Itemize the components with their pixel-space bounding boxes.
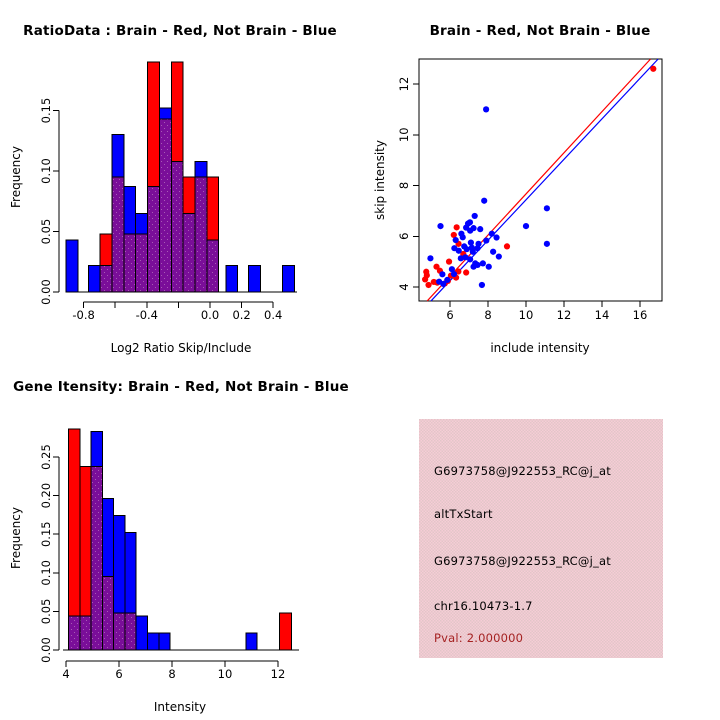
svg-text:0.0: 0.0	[200, 308, 220, 322]
blue-bar	[136, 213, 148, 234]
svg-text:0.05: 0.05	[39, 218, 53, 245]
svg-text:10: 10	[217, 667, 233, 681]
blue-point	[470, 264, 476, 270]
blue-point	[483, 106, 489, 112]
blue-bar	[249, 265, 261, 292]
red-point	[422, 276, 428, 282]
gene-hist-y-axis-label: Frequency	[9, 507, 23, 569]
svg-text:12: 12	[397, 76, 411, 92]
gene-info-panel	[419, 419, 663, 658]
blue-bar	[124, 187, 136, 234]
overlap-bar	[124, 234, 136, 292]
ratio-hist-y-axis-label: Frequency	[9, 146, 23, 208]
red-bar	[148, 62, 160, 187]
overlap-bar	[148, 187, 160, 292]
blue-bar	[114, 516, 125, 613]
blue-point	[474, 245, 480, 251]
red-point	[504, 243, 510, 249]
blue-point	[439, 271, 445, 277]
blue-point	[467, 256, 473, 262]
scatter-title: Brain - Red, Not Brain - Blue	[429, 23, 651, 39]
svg-text:12: 12	[270, 667, 286, 681]
svg-text:0.20: 0.20	[39, 482, 53, 509]
blue-bar	[159, 633, 170, 650]
svg-text:0.10: 0.10	[39, 158, 53, 184]
svg-text:8: 8	[397, 181, 411, 190]
blue-bar	[66, 240, 78, 292]
overlap-bar	[91, 466, 102, 650]
red-bar	[80, 466, 91, 616]
ratio-hist-title: RatioData : Brain - Red, Not Brain - Blue	[23, 23, 337, 39]
red-bar	[100, 234, 112, 265]
overlap-bar	[100, 265, 112, 292]
red-bar	[171, 62, 183, 161]
red-bar	[207, 177, 219, 240]
blue-point	[496, 253, 502, 259]
blue-bar	[125, 533, 136, 613]
blue-point	[427, 255, 433, 261]
svg-text:4: 4	[397, 283, 411, 291]
gene-hist-title: Gene Itensity: Brain - Red, Not Brain - Blue	[13, 379, 349, 395]
probe-id-text-2: G6973758@J922553_RC@j_at	[434, 554, 611, 568]
svg-text:0.4: 0.4	[264, 308, 283, 322]
blue-point	[479, 282, 485, 288]
blue-point	[480, 260, 486, 266]
blue-bar	[246, 633, 257, 650]
svg-text:-0.8: -0.8	[72, 308, 95, 322]
chromosome-location-text: chr16.10473-1.7	[434, 599, 533, 613]
ratio_hist-plot	[39, 62, 297, 322]
blue-point	[544, 241, 550, 247]
blue-point	[486, 264, 492, 270]
plot-box	[419, 59, 662, 301]
blue-point	[481, 198, 487, 204]
svg-text:0.05: 0.05	[39, 598, 53, 625]
overlap-bar	[207, 240, 219, 292]
red-point	[425, 282, 431, 288]
blue-bar	[136, 616, 147, 650]
blue-point	[544, 205, 550, 211]
svg-text:4: 4	[62, 667, 70, 681]
svg-text:6: 6	[397, 232, 411, 240]
svg-text:10: 10	[518, 308, 534, 322]
ratio-hist-x-axis-label: Log2 Ratio Skip/Include	[110, 341, 252, 355]
gene-hist-x-axis-label: Intensity	[153, 700, 207, 714]
overlap-bar	[136, 234, 148, 292]
blue-bar	[103, 499, 114, 577]
scatter-plot	[397, 59, 662, 322]
blue-point	[490, 249, 496, 255]
blue-bar	[148, 633, 159, 650]
splice-type-text: altTxStart	[434, 507, 493, 521]
overlap-bar	[171, 161, 183, 292]
svg-text:16: 16	[632, 308, 648, 322]
svg-text:8: 8	[484, 308, 492, 322]
red-bar	[279, 613, 291, 650]
overlap-bar	[112, 177, 124, 292]
blue-point	[467, 219, 473, 225]
svg-text:0.10: 0.10	[39, 559, 53, 586]
svg-text:6: 6	[115, 667, 123, 681]
blue-point	[493, 234, 499, 240]
svg-text:12: 12	[556, 308, 572, 322]
blue-point	[483, 237, 489, 243]
overlap-bar	[183, 213, 195, 292]
blue-bar	[91, 432, 102, 467]
red-bar	[183, 177, 195, 213]
svg-text:0.00: 0.00	[39, 637, 53, 663]
overlap-bar	[195, 177, 207, 292]
pval-text: Pval: 2.000000	[434, 631, 524, 645]
blue-fit-line	[431, 59, 658, 301]
red-bar	[69, 429, 80, 616]
blue-point	[460, 234, 466, 240]
svg-text:14: 14	[594, 308, 610, 322]
svg-text:0.00: 0.00	[39, 279, 53, 305]
blue-bar	[195, 161, 207, 177]
probe-id-text: G6973758@J922553_RC@j_at	[434, 464, 611, 478]
scatter-y-axis-label: skip intensity	[373, 140, 387, 220]
svg-text:8: 8	[168, 667, 176, 681]
red-point	[463, 269, 469, 275]
red-fit-line	[427, 59, 650, 301]
blue-point	[444, 277, 450, 283]
overlap-bar	[114, 613, 125, 650]
overlap-bar	[103, 577, 114, 650]
red-point	[431, 279, 437, 285]
svg-text:0.15: 0.15	[39, 521, 53, 548]
red-point	[650, 66, 656, 72]
red-point	[446, 259, 452, 265]
svg-text:0.2: 0.2	[232, 308, 251, 322]
overlap-bar	[159, 119, 171, 292]
blue-bar	[112, 135, 124, 177]
blue-bar	[159, 108, 171, 119]
gene_hist-plot	[39, 429, 299, 681]
svg-text:10: 10	[397, 127, 411, 143]
blue-bar	[226, 265, 238, 292]
overlap-bar	[69, 616, 80, 650]
blue-point	[449, 266, 455, 272]
blue-point	[453, 237, 459, 243]
blue-bar	[88, 265, 100, 292]
blue-point	[437, 223, 443, 229]
red-point	[454, 224, 460, 230]
scatter-x-axis-label: include intensity	[490, 341, 590, 355]
svg-text:6: 6	[446, 308, 454, 322]
svg-text:-0.4: -0.4	[135, 308, 159, 322]
blue-point	[469, 245, 475, 251]
blue-point	[456, 248, 462, 254]
blue-point	[472, 213, 478, 219]
overlap-bar	[125, 613, 136, 650]
svg-text:0.25: 0.25	[39, 444, 53, 470]
blue-bar	[283, 265, 295, 292]
overlap-bar	[80, 616, 91, 650]
blue-point	[467, 228, 473, 234]
blue-point	[477, 226, 483, 232]
svg-text:0.15: 0.15	[39, 97, 53, 124]
blue-point	[523, 223, 529, 229]
